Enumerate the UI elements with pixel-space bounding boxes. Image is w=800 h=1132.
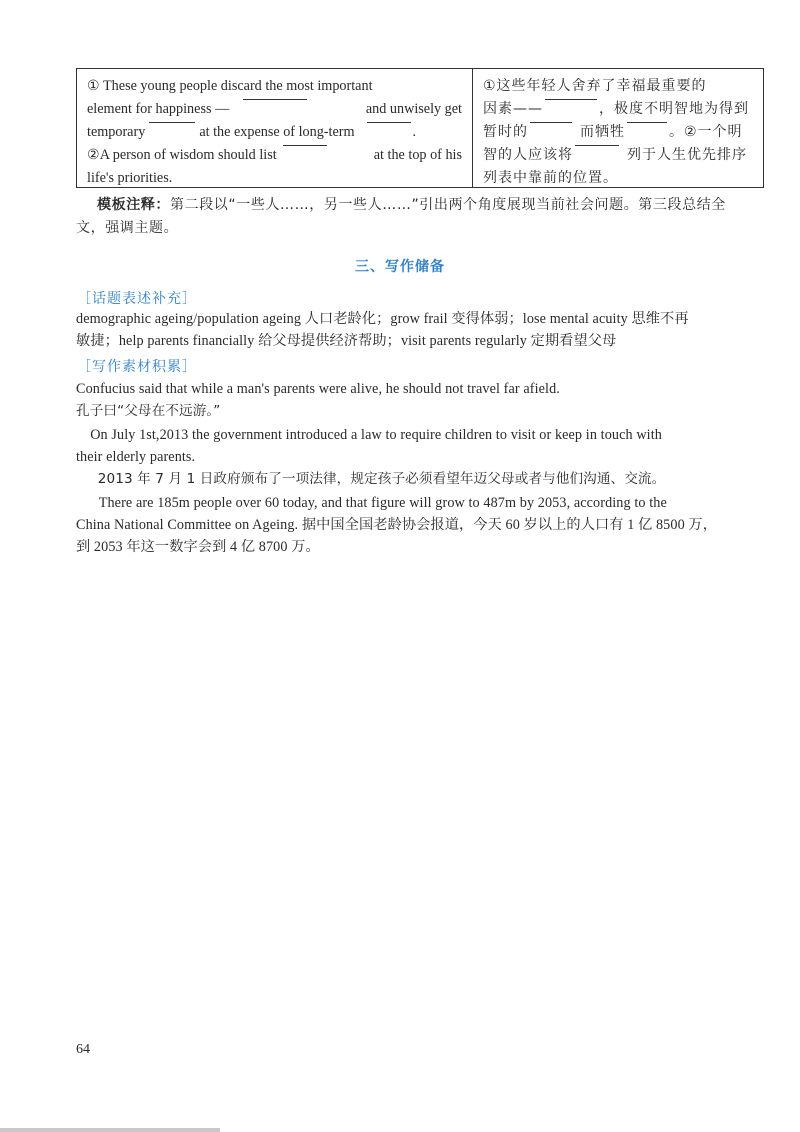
text: at the top of his [373, 147, 462, 163]
note-line: 文，强调主题。 [76, 220, 179, 236]
material-line: 2013 年 7 月 1 日政府颁布了一项法律，规定孩子必须看望年迈父母或者与他们沟通、交流。 [97, 471, 666, 487]
table-line [483, 144, 753, 167]
text: ①这些年轻人舍弃了幸福最重要的 [483, 78, 707, 94]
text: 列表中靠前的位置。 [483, 170, 618, 186]
text: 因素—— [483, 101, 543, 117]
section-title: 三、写作储备 [355, 259, 445, 275]
text: ②A person of wisdom should list [87, 147, 277, 163]
material-line: On July 1st,2013 the government introduced a law to require children to visit or keep in touch with [90, 427, 662, 443]
material-line: Confucius said that while a man's parents were alive, he should not travel far afield. [76, 381, 560, 397]
text: ，极度不明智地为得到 [599, 101, 749, 117]
note-text: 第二段以“一些人……，另一些人……”引出两个角度展现当前社会问题。第三段总结全 [170, 197, 726, 213]
text: 列于人生优先排序 [627, 147, 747, 163]
topic-line: 敏捷；help parents financially 给父母提供经济帮助；visit parents regularly 定期看望父母 [76, 333, 617, 349]
table-line [87, 75, 462, 98]
text: life's priorities. [87, 170, 173, 186]
blank-line [575, 144, 619, 146]
english-column [77, 69, 473, 187]
text: temporary [87, 124, 146, 140]
text: ① These young people discard the most important [87, 78, 373, 94]
text: 而牺牲 [580, 124, 625, 140]
table-line [483, 75, 753, 98]
blank-line [545, 98, 597, 100]
blank-line [243, 98, 307, 100]
material-line: China National Committee on Ageing. 据中国全国老龄协会报道，今天 60 岁以上的人口有 1 亿 8500 万， [76, 517, 717, 533]
text: . [412, 124, 417, 140]
text: 。②一个明 [669, 124, 743, 140]
material-line: 孔子曰“父母在不远游。” [76, 403, 221, 419]
chinese-column [473, 69, 763, 187]
note-label: 模板注释： [97, 197, 170, 213]
text: element for happiness — [87, 101, 230, 117]
topic-line: demographic ageing/population ageing 人口老龄化；grow frail 变得体弱；lose mental acuity 思维不再 [76, 311, 689, 327]
bilingual-table [76, 68, 764, 188]
blank-line [530, 121, 572, 123]
blank-line [283, 144, 327, 146]
material-line: There are 185m people over 60 today, and that figure will grow to 487m by 2053, according to the [98, 495, 667, 511]
material-line: 到 2053 年这一数字会到 4 亿 8700 万。 [76, 539, 320, 555]
template-note [76, 194, 766, 240]
text: and unwisely get [365, 101, 462, 117]
material-heading: ［写作素材积累］ [77, 359, 197, 375]
note-line [76, 194, 766, 217]
table-line [87, 144, 462, 167]
table-line [483, 167, 753, 190]
scan-edge-mark [0, 1128, 220, 1132]
page-number: 64 [76, 1042, 90, 1057]
table-line [483, 121, 753, 144]
blank-line [367, 121, 411, 123]
table-line [87, 121, 462, 144]
text: at the expense of long-term [199, 124, 355, 140]
material-line: their elderly parents. [76, 449, 196, 465]
blank-line [149, 121, 195, 123]
text: 智的人应该将 [483, 147, 573, 163]
material-paragraph [76, 378, 764, 558]
topic-heading: ［话题表述补充］ [77, 291, 197, 307]
topic-paragraph [76, 308, 764, 352]
blank-line [627, 121, 667, 123]
table-line [483, 98, 753, 121]
table-line [87, 98, 462, 121]
table-line [87, 167, 462, 190]
text: 暂时的 [483, 124, 528, 140]
